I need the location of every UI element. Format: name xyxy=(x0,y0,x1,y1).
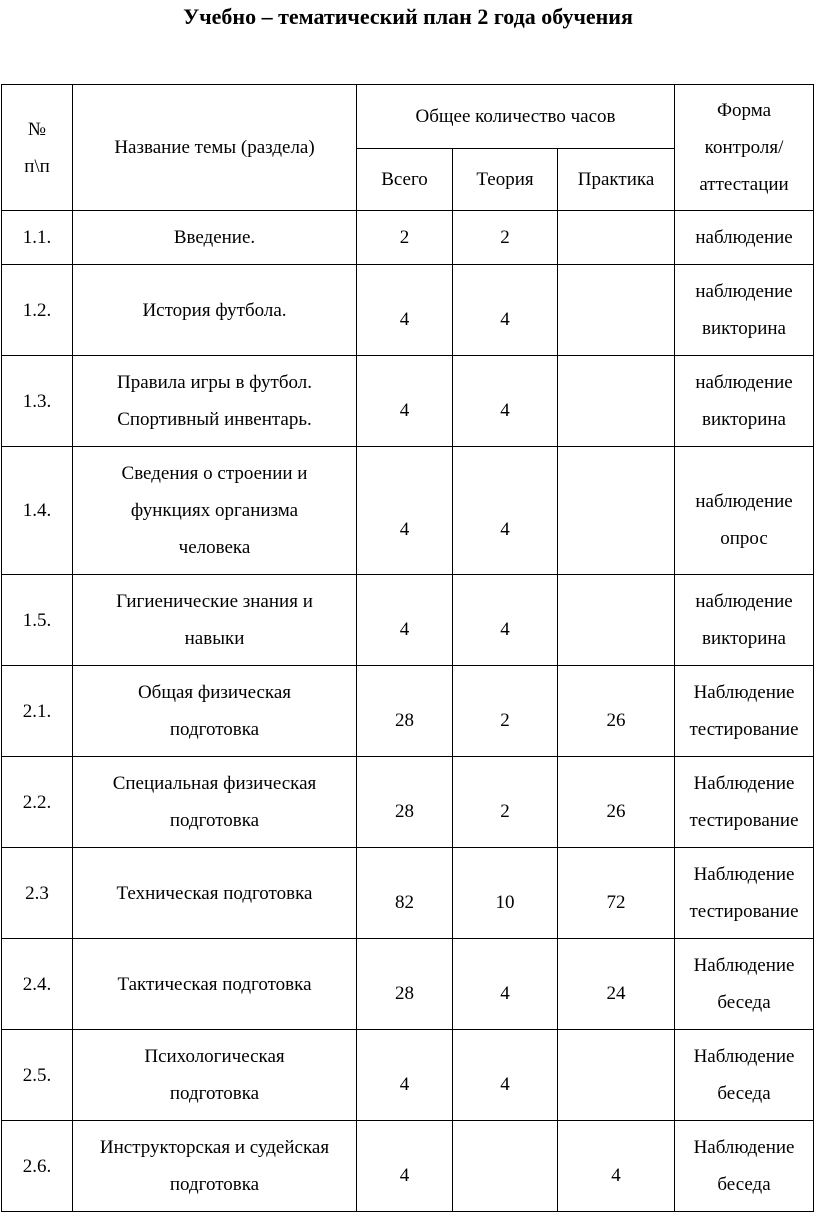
cell-theory: 4 xyxy=(453,447,558,575)
cell-control-form xyxy=(675,1030,814,1121)
table-row xyxy=(2,1030,814,1121)
table-row xyxy=(2,356,814,447)
control-form-line: беседа xyxy=(717,1083,771,1104)
header-num-line: п\п xyxy=(24,155,50,177)
header-form-line: аттестации xyxy=(699,174,789,195)
control-form-line: Наблюдение xyxy=(693,1046,795,1067)
topic-name-line: Общая физическая xyxy=(137,682,292,703)
cell-practice xyxy=(558,447,675,575)
header-form xyxy=(675,85,814,211)
control-form-line: беседа xyxy=(717,992,771,1013)
cell-total: 82 xyxy=(357,848,453,939)
topic-name-line: подготовка xyxy=(169,1174,260,1195)
topic-name-line: Правила игры в футбол. xyxy=(117,372,312,393)
cell-control-form xyxy=(675,575,814,666)
cell-num: 1.1. xyxy=(2,211,73,265)
cell-practice xyxy=(558,575,675,666)
cell-topic-name xyxy=(73,265,357,356)
control-form-line: Наблюдение xyxy=(693,955,795,976)
cell-topic-name xyxy=(73,356,357,447)
cell-topic-name xyxy=(73,575,357,666)
header-practice: Практика xyxy=(558,149,675,211)
cell-theory: 2 xyxy=(453,666,558,757)
cell-control-form xyxy=(675,666,814,757)
topic-name-line: Спортивный инвентарь. xyxy=(117,409,312,430)
control-form-line: наблюдение xyxy=(695,281,793,302)
control-form-line: наблюдение xyxy=(695,227,793,248)
cell-total: 4 xyxy=(357,447,453,575)
cell-control-form xyxy=(675,757,814,848)
header-num-line: № xyxy=(27,118,47,140)
cell-topic-name xyxy=(73,1030,357,1121)
cell-practice: 4 xyxy=(558,1121,675,1212)
cell-total: 4 xyxy=(357,1030,453,1121)
cell-topic-name xyxy=(73,211,357,265)
topic-name-line: подготовка xyxy=(169,810,260,831)
topic-name-line: Сведения о строении и xyxy=(121,463,308,484)
topic-name-line: Введение. xyxy=(173,227,256,248)
header-total: Всего xyxy=(357,149,453,211)
cell-practice xyxy=(558,211,675,265)
cell-practice: 24 xyxy=(558,939,675,1030)
cell-num: 1.3. xyxy=(2,356,73,447)
cell-num: 1.4. xyxy=(2,447,73,575)
header-theory: Теория xyxy=(453,149,558,211)
table-row xyxy=(2,575,814,666)
topic-name-line: функциях организма xyxy=(130,500,299,521)
cell-theory: 4 xyxy=(453,1030,558,1121)
topic-name-line: Гигиенические знания и xyxy=(116,591,313,612)
control-form-line: Наблюдение xyxy=(693,864,795,885)
curriculum-table xyxy=(1,84,814,1212)
topic-name-line: подготовка xyxy=(169,1083,260,1104)
cell-control-form xyxy=(675,211,814,265)
header-form-line: Форма xyxy=(717,100,772,121)
cell-total: 28 xyxy=(357,757,453,848)
cell-theory: 2 xyxy=(453,211,558,265)
cell-num: 1.5. xyxy=(2,575,73,666)
topic-name-line: Психологическая xyxy=(144,1046,285,1067)
cell-control-form xyxy=(675,447,814,575)
table-row xyxy=(2,757,814,848)
header-hours-group: Общее количество часов xyxy=(357,85,675,149)
header-form-line: контроля/ xyxy=(704,137,784,158)
cell-control-form xyxy=(675,356,814,447)
control-form-line: тестирование xyxy=(689,719,799,740)
table-header-row xyxy=(2,85,814,149)
table-row xyxy=(2,939,814,1030)
cell-practice: 26 xyxy=(558,757,675,848)
table-row xyxy=(2,447,814,575)
cell-theory: 4 xyxy=(453,356,558,447)
cell-theory: 4 xyxy=(453,575,558,666)
topic-name-line: Инструкторская и судейская xyxy=(99,1137,330,1158)
cell-theory: 4 xyxy=(453,265,558,356)
cell-num: 2.3 xyxy=(2,848,73,939)
cell-theory xyxy=(453,1121,558,1212)
topic-name-line: Тактическая подготовка xyxy=(117,973,312,995)
table-row xyxy=(2,211,814,265)
cell-num: 2.1. xyxy=(2,666,73,757)
topic-name-line: человека xyxy=(178,537,251,558)
cell-topic-name xyxy=(73,666,357,757)
header-topic: Название темы (раздела) xyxy=(73,85,357,211)
cell-control-form xyxy=(675,939,814,1030)
control-form-line: тестирование xyxy=(689,810,799,831)
topic-name-line: навыки xyxy=(184,628,245,649)
cell-theory: 4 xyxy=(453,939,558,1030)
cell-total: 28 xyxy=(357,666,453,757)
page-title: Учебно – тематический план 2 года обучения xyxy=(183,4,633,29)
cell-control-form xyxy=(675,848,814,939)
control-form-line: Наблюдение xyxy=(693,682,795,703)
control-form-line: викторина xyxy=(702,628,786,649)
control-form-line: викторина xyxy=(702,409,786,430)
control-form-line: Наблюдение xyxy=(693,773,795,794)
cell-topic-name xyxy=(73,447,357,575)
cell-theory: 2 xyxy=(453,757,558,848)
control-form-line: наблюдение xyxy=(695,490,793,512)
table-row xyxy=(2,666,814,757)
cell-total: 4 xyxy=(357,575,453,666)
control-form-line: наблюдение xyxy=(695,591,793,612)
cell-practice xyxy=(558,265,675,356)
cell-num: 2.2. xyxy=(2,757,73,848)
topic-name-line: Специальная физическая xyxy=(112,773,317,794)
cell-practice xyxy=(558,1030,675,1121)
control-form-line: наблюдение xyxy=(695,372,793,393)
control-form-line: тестирование xyxy=(689,901,799,922)
cell-total: 4 xyxy=(357,356,453,447)
cell-total: 28 xyxy=(357,939,453,1030)
cell-num: 1.2. xyxy=(2,265,73,356)
header-num xyxy=(2,85,73,211)
control-form-line: опрос xyxy=(720,527,768,549)
cell-topic-name xyxy=(73,757,357,848)
cell-control-form xyxy=(675,1121,814,1212)
cell-practice: 26 xyxy=(558,666,675,757)
cell-topic-name xyxy=(73,939,357,1030)
cell-practice: 72 xyxy=(558,848,675,939)
cell-total: 2 xyxy=(357,211,453,265)
control-form-line: Наблюдение xyxy=(693,1137,795,1158)
topic-name-line: подготовка xyxy=(169,719,260,740)
cell-num: 2.5. xyxy=(2,1030,73,1121)
cell-control-form xyxy=(675,265,814,356)
cell-topic-name xyxy=(73,848,357,939)
table-row xyxy=(2,848,814,939)
topic-name-line: История футбола. xyxy=(142,299,287,321)
cell-total: 4 xyxy=(357,265,453,356)
control-form-line: викторина xyxy=(702,318,786,339)
table-row xyxy=(2,1121,814,1212)
control-form-line: беседа xyxy=(717,1174,771,1195)
topic-name-line: Техническая подготовка xyxy=(116,882,313,904)
table-row xyxy=(2,265,814,356)
cell-topic-name xyxy=(73,1121,357,1212)
cell-num: 2.6. xyxy=(2,1121,73,1212)
cell-total: 4 xyxy=(357,1121,453,1212)
cell-num: 2.4. xyxy=(2,939,73,1030)
cell-practice xyxy=(558,356,675,447)
cell-theory: 10 xyxy=(453,848,558,939)
